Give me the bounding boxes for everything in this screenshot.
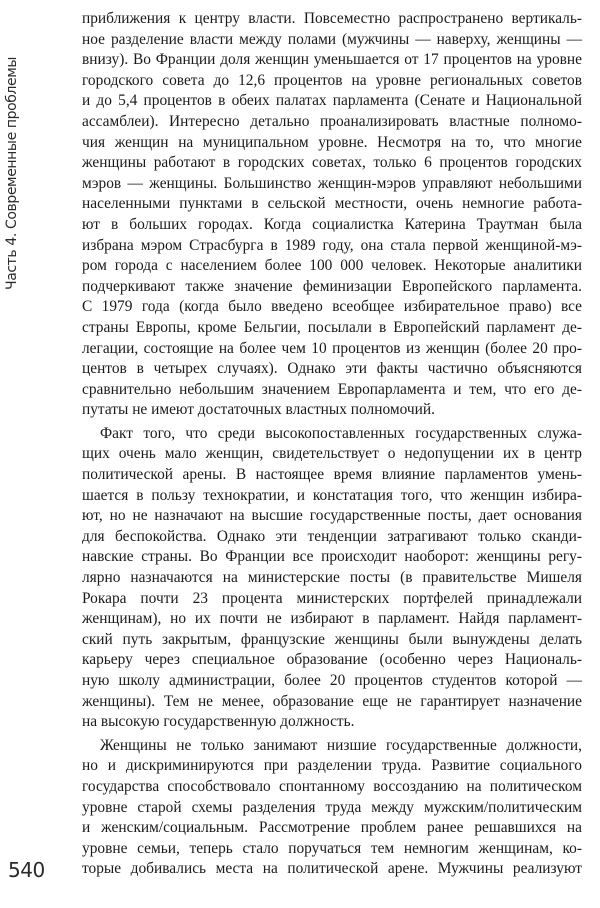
- text-line: лярно назначаются на министерские посты (в правительстве Мишеля: [82, 569, 582, 587]
- text-line: политической арены. В настоящее время влияние парламентов умень-: [82, 466, 582, 484]
- text-line: легации, состоящие на более чем 10 процентов из женщин (более 20 про-: [82, 339, 582, 357]
- running-head-text: Часть 4. Современные проблемы: [4, 56, 20, 290]
- text-line: ский путь закрытым, французские женщины были вынуждены делать: [82, 630, 582, 648]
- text-line: городского совета до 12,6 процентов на уровне региональных советов: [82, 71, 582, 89]
- text-line: Рокара почти 23 процента министерских портфелей принадлежали: [82, 589, 582, 607]
- text-line: избрана мэром Страсбурга в 1989 году, она стала первой женщиной-мэ-: [82, 236, 582, 254]
- text-line: путаты не имеют достаточных властных полномочий.: [82, 401, 435, 419]
- text-line: ют в больших городах. Когда социалистка Катерина Траутман была: [82, 215, 582, 233]
- paragraph: [82, 736, 582, 880]
- text-line: внизу). Во Франции доля женщин уменьшается от 17 процентов на уровне: [82, 51, 582, 69]
- text-line: торые добивались места на политической арене. Мужчины реализуют: [82, 860, 582, 878]
- text-line: ром города с населением более 100 000 человек. Некоторые аналитики: [82, 257, 582, 275]
- text-line: женщины). Тем не менее, образование еще не гарантирует назначение: [82, 692, 582, 710]
- text-line: сравнительно небольшим значением Европарламента и тем, что его де-: [82, 380, 582, 398]
- text-line: уровне семьи, теперь стало поручаться тем немногим женщинам, ко-: [82, 839, 582, 857]
- running-head: [4, 30, 34, 290]
- text-line: и до 5,4 процентов в обеих палатах парламента (Сенате и Национальной: [82, 92, 582, 110]
- text-line: ную школу администрации, более 20 процентов студентов которой —: [82, 672, 582, 689]
- text-line: ное разделение власти между полами (мужчины — наверху, женщины —: [82, 30, 582, 48]
- text-line: подчеркивают также значение феминизации Европейского парламента.: [82, 277, 582, 295]
- text-line: шается в пользу технократии, и констатация того, что женщин избира-: [82, 486, 582, 504]
- text-line: женщины работают в городских советах, только 6 процентов городских: [82, 154, 582, 172]
- text-line: женщинам), но их почти не избирают в парламент. Найдя парламент-: [82, 610, 582, 628]
- text-line: уровне старой схемы разделения труда между мужским/политическим: [82, 798, 582, 816]
- text-line: ют, но не назначают на высшие государственные посты, дает основания: [82, 507, 582, 525]
- text-line: карьеру через специальное образование (особенно через Националь-: [82, 651, 582, 669]
- text-line: для беспокойства. Однако эти тенденции затрагивают только сканди-: [82, 527, 582, 545]
- text-line: чия женщин на муниципальном уровне. Несмотря на то, что многие: [82, 133, 582, 151]
- text-line: приближения к центру власти. Повсеместно распространено вертикаль-: [82, 10, 582, 27]
- paragraph: [82, 9, 582, 421]
- text-line: щих очень мало женщин, свидетельствует о недопущении их в центр: [82, 445, 582, 463]
- text-line: Женщины не только занимают низшие государственные должности,: [100, 736, 582, 754]
- text-line: ассамблеи). Интересно детально проанализировать властные полномо-: [82, 112, 582, 130]
- page-number: 540: [8, 858, 45, 882]
- text-line: навские страны. Во Франции все происходит наоборот: женщины регу-: [82, 548, 582, 566]
- text-line: страны Европы, кроме Бельгии, посылали в Европейский парламент де-: [82, 318, 582, 336]
- body-text: [82, 9, 582, 880]
- text-line: Факт того, что среди высокопоставленных государственных служа-: [100, 424, 582, 442]
- text-line: С 1979 года (когда было введено всеобщее избирательное право) все: [82, 298, 582, 316]
- text-line: но и дискриминируются при разделении труда. Развитие социального: [82, 757, 582, 775]
- text-line: мэров — женщины. Большинство женщин-мэров управляют небольшими: [82, 174, 582, 192]
- paragraph: [82, 424, 582, 733]
- text-line: на высокую государственную должность.: [82, 713, 355, 731]
- text-line: и женским/социальным. Рассмотрение проблем ранее решавшихся на: [82, 819, 582, 837]
- text-line: государства способствовало спонтанному воссозданию на политическом: [82, 777, 582, 795]
- text-line: населенными пунктами в сельской местности, очень немногие работа-: [82, 195, 582, 213]
- text-line: центов в четырех случаях). Однако эти факты частично объясняются: [82, 360, 582, 378]
